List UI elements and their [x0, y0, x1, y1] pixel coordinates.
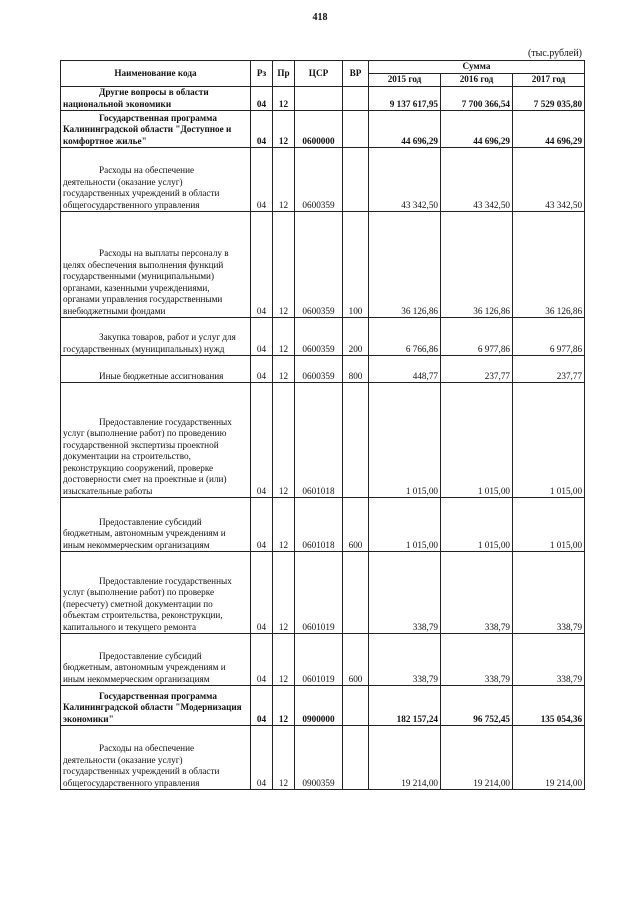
row-2016: 338,79 — [441, 552, 513, 634]
header-2016: 2016 год — [441, 74, 513, 87]
row-csr: 0601018 — [295, 383, 343, 498]
row-2016: 44 696,29 — [441, 111, 513, 148]
header-name: Наименование кода — [61, 61, 251, 87]
row-vr: 600 — [343, 634, 369, 686]
row-2015: 9 137 617,95 — [369, 87, 441, 111]
table-row — [61, 552, 585, 634]
row-2016: 36 126,86 — [441, 212, 513, 318]
row-2015: 36 126,86 — [369, 212, 441, 318]
row-csr: 0600359 — [295, 318, 343, 356]
row-pr: 12 — [273, 726, 295, 790]
row-2017: 338,79 — [513, 634, 585, 686]
row-name: Предоставление субсидий бюджетным, автономным учреждениям и иным некоммерческим организациям — [61, 498, 251, 552]
row-vr — [343, 552, 369, 634]
row-2017: 6 977,86 — [513, 318, 585, 356]
row-pr: 12 — [273, 318, 295, 356]
row-name: Другие вопросы в области национальной экономики — [61, 87, 251, 111]
row-pr: 12 — [273, 111, 295, 148]
row-vr: 800 — [343, 356, 369, 383]
row-vr — [343, 148, 369, 212]
row-rz: 04 — [251, 383, 273, 498]
row-rz: 04 — [251, 111, 273, 148]
row-2016: 7 700 366,54 — [441, 87, 513, 111]
row-2015: 338,79 — [369, 634, 441, 686]
row-pr: 12 — [273, 498, 295, 552]
header-2015: 2015 год — [369, 74, 441, 87]
row-2015: 43 342,50 — [369, 148, 441, 212]
row-csr: 0900000 — [295, 686, 343, 726]
row-2016: 1 015,00 — [441, 498, 513, 552]
row-csr: 0600000 — [295, 111, 343, 148]
row-pr: 12 — [273, 686, 295, 726]
row-2017: 1 015,00 — [513, 383, 585, 498]
row-name: Закупка товаров, работ и услуг для государственных (муниципальных) нужд — [61, 318, 251, 356]
row-rz: 04 — [251, 686, 273, 726]
row-rz: 04 — [251, 634, 273, 686]
row-2017: 44 696,29 — [513, 111, 585, 148]
row-csr: 0600359 — [295, 356, 343, 383]
row-pr: 12 — [273, 148, 295, 212]
page-number: 418 — [312, 12, 328, 23]
table-row — [61, 686, 585, 726]
row-csr: 0600359 — [295, 212, 343, 318]
table-row — [61, 634, 585, 686]
row-2015: 182 157,24 — [369, 686, 441, 726]
table-row — [61, 148, 585, 212]
row-rz: 04 — [251, 498, 273, 552]
table-row — [61, 318, 585, 356]
row-2016: 237,77 — [441, 356, 513, 383]
row-name: Государственная программа Калининградской области "Доступное и комфортное жилье" — [61, 111, 251, 148]
table-row — [61, 212, 585, 318]
row-2017: 43 342,50 — [513, 148, 585, 212]
row-vr: 100 — [343, 212, 369, 318]
header-sum: Сумма — [369, 61, 585, 74]
row-2017: 36 126,86 — [513, 212, 585, 318]
row-2015: 448,77 — [369, 356, 441, 383]
row-2016: 338,79 — [441, 634, 513, 686]
row-2015: 338,79 — [369, 552, 441, 634]
row-pr: 12 — [273, 383, 295, 498]
row-name: Иные бюджетные ассигнования — [61, 356, 251, 383]
row-name: Предоставление субсидий бюджетным, автономным учреждениям и иным некоммерческим организациям — [61, 634, 251, 686]
row-2015: 1 015,00 — [369, 498, 441, 552]
header-2017: 2017 год — [513, 74, 585, 87]
row-csr: 0900359 — [295, 726, 343, 790]
row-pr: 12 — [273, 356, 295, 383]
row-vr — [343, 111, 369, 148]
row-csr — [295, 87, 343, 111]
row-2015: 44 696,29 — [369, 111, 441, 148]
row-2016: 19 214,00 — [441, 726, 513, 790]
header-vr: ВР — [343, 61, 369, 87]
row-name: Предоставление государственных услуг (выполнение работ) по проведению государственной экспертизы проектной документации на строительство, реконструкцию сооружений, проверке достоверности смет на проектные и (или) изыскательные работы — [61, 383, 251, 498]
units-label: (тыс.рублей) — [527, 48, 582, 59]
row-vr: 200 — [343, 318, 369, 356]
table-row — [61, 356, 585, 383]
table-row — [61, 111, 585, 148]
row-name: Расходы на обеспечение деятельности (оказание услуг) государственных учреждений в области общегосударственного управления — [61, 726, 251, 790]
row-csr: 0601019 — [295, 552, 343, 634]
row-2016: 1 015,00 — [441, 383, 513, 498]
row-2017: 19 214,00 — [513, 726, 585, 790]
row-2016: 6 977,86 — [441, 318, 513, 356]
header-pr: Пр — [273, 61, 295, 87]
row-name: Государственная программа Калининградской области "Модернизация экономики" — [61, 686, 251, 726]
table-row — [61, 383, 585, 498]
table-row — [61, 498, 585, 552]
row-rz: 04 — [251, 87, 273, 111]
row-2017: 237,77 — [513, 356, 585, 383]
row-2017: 7 529 035,80 — [513, 87, 585, 111]
row-2015: 6 766,86 — [369, 318, 441, 356]
row-pr: 12 — [273, 634, 295, 686]
row-vr — [343, 383, 369, 498]
row-vr — [343, 686, 369, 726]
row-rz: 04 — [251, 148, 273, 212]
row-rz: 04 — [251, 552, 273, 634]
row-name: Расходы на обеспечение деятельности (оказание услуг) государственных учреждений в области общегосударственного управления — [61, 148, 251, 212]
row-name: Расходы на выплаты персоналу в целях обеспечения выполнения функций государственными (муниципальными) органами, казенными учреждениями, органами управления государственными внебюджетными фондами — [61, 212, 251, 318]
row-2017: 338,79 — [513, 552, 585, 634]
row-pr: 12 — [273, 87, 295, 111]
row-vr — [343, 726, 369, 790]
row-rz: 04 — [251, 212, 273, 318]
table-row — [61, 87, 585, 111]
row-vr — [343, 87, 369, 111]
row-2016: 96 752,45 — [441, 686, 513, 726]
row-rz: 04 — [251, 726, 273, 790]
row-rz: 04 — [251, 356, 273, 383]
row-2015: 1 015,00 — [369, 383, 441, 498]
row-name: Предоставление государственных услуг (выполнение работ) по проверке (пересчету) сметной документации по объектам строительства, реконструкции, капитального и текущего ремонта — [61, 552, 251, 634]
row-vr: 600 — [343, 498, 369, 552]
row-pr: 12 — [273, 552, 295, 634]
row-csr: 0601019 — [295, 634, 343, 686]
row-csr: 0601018 — [295, 498, 343, 552]
budget-table — [60, 60, 585, 790]
table-row — [61, 726, 585, 790]
row-2017: 1 015,00 — [513, 498, 585, 552]
row-pr: 12 — [273, 212, 295, 318]
row-2017: 135 054,36 — [513, 686, 585, 726]
row-2015: 19 214,00 — [369, 726, 441, 790]
row-2016: 43 342,50 — [441, 148, 513, 212]
row-rz: 04 — [251, 318, 273, 356]
header-csr: ЦСР — [295, 61, 343, 87]
row-csr: 0600359 — [295, 148, 343, 212]
header-rz: Рз — [251, 61, 273, 87]
